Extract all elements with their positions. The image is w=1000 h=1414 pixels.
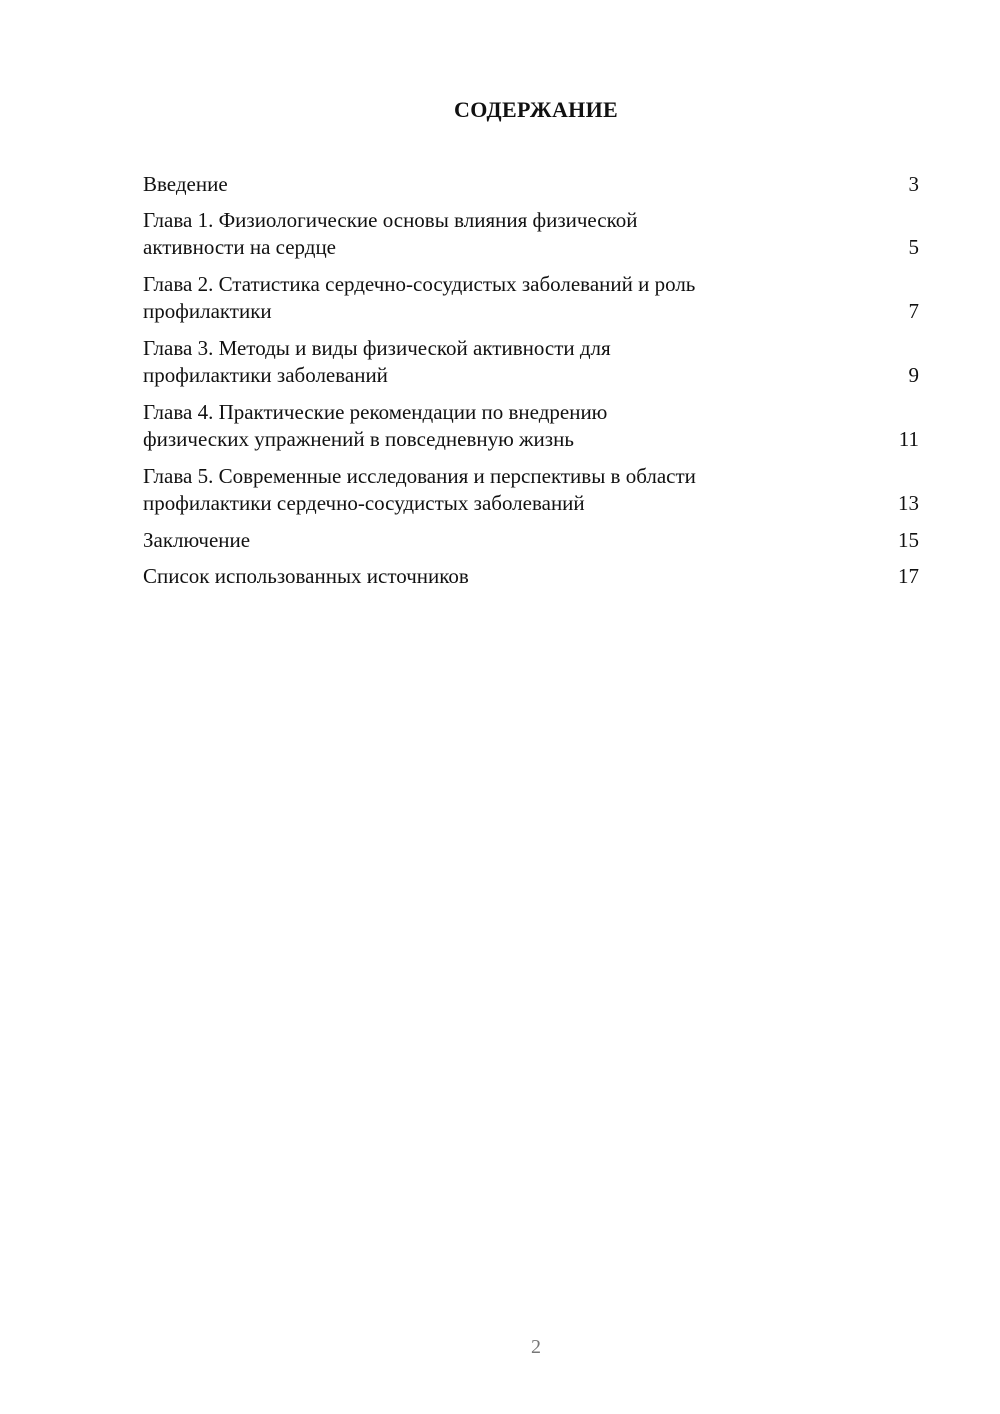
toc-entry-chapter-3[interactable] <box>143 335 919 389</box>
toc-entry-chapter-2[interactable] <box>143 271 919 325</box>
table-of-contents <box>143 171 919 599</box>
toc-entry-text: Введение <box>143 172 228 196</box>
toc-entry-references[interactable] <box>143 563 919 590</box>
toc-entry-chapter-5[interactable] <box>143 463 919 517</box>
toc-entry-chapter-4[interactable] <box>143 399 919 453</box>
toc-entry-chapter-1[interactable] <box>143 207 919 261</box>
toc-entry-page: 9 <box>908 363 919 387</box>
toc-entry-text: Глава 5. Современные исследования и перспективы в области профилактики сердечно-сосудистых заболеваний <box>143 464 696 515</box>
toc-entry-page: 13 <box>898 491 919 515</box>
toc-entry-page: 5 <box>908 235 919 259</box>
toc-entry-text: Заключение <box>143 528 251 552</box>
toc-entry-text: Глава 1. Физиологические основы влияния физической активности на сердце <box>143 208 638 259</box>
toc-entry-text: Глава 2. Статистика сердечно-сосудистых заболеваний и роль профилактики <box>143 272 696 323</box>
toc-entry-page: 3 <box>908 172 919 196</box>
toc-entry-page: 11 <box>898 427 919 451</box>
toc-entry-text: Список использованных источников <box>143 564 469 588</box>
toc-entry-introduction[interactable] <box>143 171 919 198</box>
toc-entry-text: Глава 3. Методы и виды физической активности для профилактики заболеваний <box>143 336 611 387</box>
toc-entry-conclusion[interactable] <box>143 527 919 554</box>
toc-entry-page: 17 <box>898 564 919 588</box>
page-number: 2 <box>531 1336 541 1358</box>
toc-entry-page: 7 <box>908 299 919 323</box>
toc-entry-page: 15 <box>898 528 919 552</box>
page-title: СОДЕРЖАНИЕ <box>454 97 618 122</box>
toc-entry-text: Глава 4. Практические рекомендации по внедрению физических упражнений в повседневную жизнь <box>143 400 608 451</box>
